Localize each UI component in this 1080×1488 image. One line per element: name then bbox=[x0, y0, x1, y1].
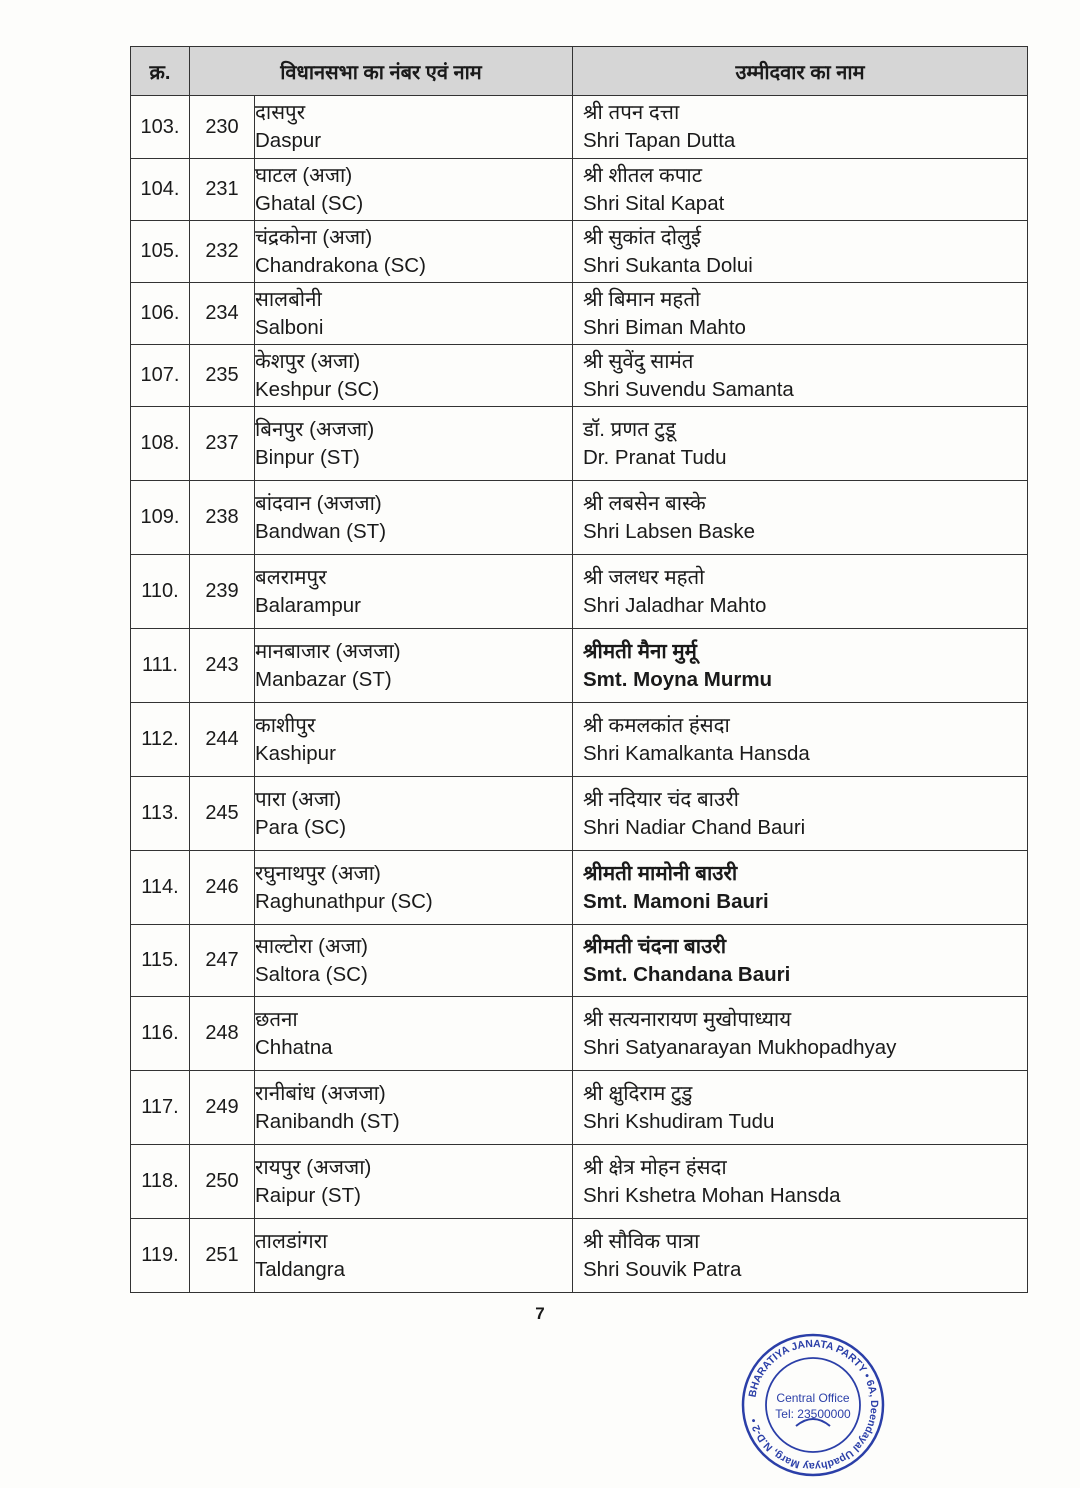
candidate-name-english: Shri Nadiar Chand Bauri bbox=[583, 815, 806, 839]
constituency-name-english: Saltora (SC) bbox=[255, 962, 368, 986]
candidate-name-hindi: श्रीमती मामोनी बाउरी bbox=[583, 861, 738, 885]
table-row bbox=[131, 1219, 1028, 1293]
candidate-name-hindi: श्री नदियार चंद बाउरी bbox=[583, 787, 739, 811]
header-constituency: विधानसभा का नंबर एवं नाम bbox=[190, 47, 573, 96]
table-row bbox=[131, 555, 1028, 629]
candidate-name-english: Shri Souvik Patra bbox=[583, 1257, 742, 1281]
serial-number: 104. bbox=[131, 159, 190, 221]
candidate-cell bbox=[573, 221, 1028, 283]
constituency-name-english: Daspur bbox=[255, 129, 322, 152]
constituency-name-hindi: तालडांगरा bbox=[255, 1229, 328, 1253]
constituency-number: 250 bbox=[190, 1145, 255, 1219]
table-row bbox=[131, 221, 1028, 283]
constituency-cell bbox=[255, 997, 573, 1071]
candidate-cell bbox=[573, 629, 1028, 703]
candidate-name-hindi: डॉ. प्रणत टुडू bbox=[583, 417, 676, 441]
constituency-number: 248 bbox=[190, 997, 255, 1071]
constituency-number: 245 bbox=[190, 777, 255, 851]
candidate-name-hindi: श्री सत्यनारायण मुखोपाध्याय bbox=[583, 1007, 792, 1031]
serial-number: 113. bbox=[131, 777, 190, 851]
constituency-name-hindi: छतना bbox=[255, 1007, 298, 1031]
table-row bbox=[131, 997, 1028, 1071]
table-row bbox=[131, 1071, 1028, 1145]
candidate-name-english: Shri Sital Kapat bbox=[583, 191, 725, 215]
constituency-name-english: Chandrakona (SC) bbox=[255, 253, 426, 277]
candidate-cell bbox=[573, 481, 1028, 555]
constituency-name-english: Binpur (ST) bbox=[255, 445, 360, 469]
candidate-cell bbox=[573, 1071, 1028, 1145]
constituency-number: 234 bbox=[190, 283, 255, 345]
serial-number: 110. bbox=[131, 555, 190, 629]
constituency-name-english: Salboni bbox=[255, 315, 324, 339]
candidate-name-hindi: श्री बिमान महतो bbox=[583, 287, 701, 311]
constituency-cell bbox=[255, 555, 573, 629]
candidate-name-english: Shri Biman Mahto bbox=[583, 315, 746, 339]
page-number: 7 bbox=[535, 1304, 545, 1323]
constituency-name-english: Raghunathpur (SC) bbox=[255, 889, 433, 913]
candidate-name-hindi: श्री सुकांत दोलुई bbox=[583, 225, 701, 249]
serial-number: 119. bbox=[131, 1219, 190, 1293]
candidate-cell bbox=[573, 283, 1028, 345]
constituency-number: 231 bbox=[190, 159, 255, 221]
constituency-cell bbox=[255, 1219, 573, 1293]
constituency-name-english: Ranibandh (ST) bbox=[255, 1109, 400, 1133]
constituency-number: 243 bbox=[190, 629, 255, 703]
constituency-number: 239 bbox=[190, 555, 255, 629]
constituency-name-hindi: घाटल (अजा) bbox=[255, 163, 353, 187]
serial-number: 107. bbox=[131, 345, 190, 407]
constituency-number: 251 bbox=[190, 1219, 255, 1293]
constituency-number: 237 bbox=[190, 407, 255, 481]
constituency-number: 247 bbox=[190, 925, 255, 997]
constituency-cell bbox=[255, 159, 573, 221]
candidate-name-english: Shri Labsen Baske bbox=[583, 519, 756, 543]
serial-number: 116. bbox=[131, 997, 190, 1071]
constituency-name-english: Raipur (ST) bbox=[255, 1183, 361, 1207]
candidate-name-english: Shri Suvendu Samanta bbox=[583, 377, 794, 401]
table-row bbox=[131, 96, 1028, 159]
constituency-name-english: Taldangra bbox=[255, 1257, 346, 1281]
candidate-cell bbox=[573, 407, 1028, 481]
serial-number: 109. bbox=[131, 481, 190, 555]
constituency-name-hindi: साल्टोरा (अजा) bbox=[255, 934, 368, 958]
candidate-name-hindi: श्री जलधर महतो bbox=[583, 565, 705, 589]
constituency-name-english: Ghatal (SC) bbox=[255, 191, 364, 215]
candidate-cell bbox=[573, 96, 1028, 159]
constituency-number: 246 bbox=[190, 851, 255, 925]
candidate-cell bbox=[573, 1145, 1028, 1219]
constituency-name-hindi: बांदवान (अजजा) bbox=[255, 491, 382, 515]
table-row bbox=[131, 777, 1028, 851]
table-body bbox=[131, 96, 1028, 1293]
table-row bbox=[131, 1145, 1028, 1219]
constituency-name-hindi: मानबाजार (अजजा) bbox=[255, 639, 401, 663]
seal-ring-text: BHARATIYA JANATA PARTY • 6A, Deendayal Upadhyay Marg, N.D-2 • bbox=[746, 1337, 881, 1473]
constituency-number: 235 bbox=[190, 345, 255, 407]
seal-phone-text: Tel: 23500000 bbox=[775, 1407, 851, 1421]
candidate-list-table bbox=[130, 46, 1028, 1293]
serial-number: 117. bbox=[131, 1071, 190, 1145]
candidate-name-hindi: श्री लबसेन बास्के bbox=[583, 491, 706, 515]
constituency-name-english: Kashipur bbox=[255, 741, 336, 765]
constituency-name-hindi: चंद्रकोना (अजा) bbox=[255, 225, 373, 249]
constituency-name-hindi: बलरामपुर bbox=[255, 565, 327, 589]
constituency-cell bbox=[255, 481, 573, 555]
serial-number: 111. bbox=[131, 629, 190, 703]
header-serial: क्र. bbox=[131, 47, 190, 96]
constituency-number: 232 bbox=[190, 221, 255, 283]
constituency-cell bbox=[255, 925, 573, 997]
constituency-name-english: Keshpur (SC) bbox=[255, 377, 380, 401]
constituency-cell bbox=[255, 629, 573, 703]
constituency-cell bbox=[255, 1145, 573, 1219]
table-header-row bbox=[131, 47, 1028, 96]
candidate-cell bbox=[573, 345, 1028, 407]
seal-office-text: Central Office bbox=[776, 1391, 850, 1405]
table-row bbox=[131, 481, 1028, 555]
constituency-cell bbox=[255, 851, 573, 925]
serial-number: 115. bbox=[131, 925, 190, 997]
constituency-cell bbox=[255, 1071, 573, 1145]
table-row bbox=[131, 159, 1028, 221]
candidate-name-english: Smt. Chandana Bauri bbox=[583, 962, 791, 986]
constituency-name-hindi: दासपुर bbox=[255, 101, 306, 124]
candidate-name-english: Shri Kshetra Mohan Hansda bbox=[583, 1183, 841, 1207]
table-row bbox=[131, 629, 1028, 703]
constituency-name-english: Manbazar (ST) bbox=[255, 667, 392, 691]
constituency-number: 249 bbox=[190, 1071, 255, 1145]
table-row bbox=[131, 345, 1028, 407]
serial-number: 103. bbox=[131, 96, 190, 159]
candidate-name-english: Shri Kshudiram Tudu bbox=[583, 1109, 775, 1133]
constituency-number: 244 bbox=[190, 703, 255, 777]
candidate-name-english: Smt. Mamoni Bauri bbox=[583, 889, 769, 913]
candidate-cell bbox=[573, 851, 1028, 925]
serial-number: 106. bbox=[131, 283, 190, 345]
candidate-name-english: Shri Kamalkanta Hansda bbox=[583, 741, 810, 765]
constituency-cell bbox=[255, 96, 573, 159]
candidate-name-english: Smt. Moyna Murmu bbox=[583, 667, 773, 691]
candidate-cell bbox=[573, 159, 1028, 221]
party-seal-stamp bbox=[738, 1330, 888, 1480]
candidate-cell bbox=[573, 777, 1028, 851]
constituency-name-hindi: सालबोनी bbox=[255, 287, 322, 311]
candidate-cell bbox=[573, 703, 1028, 777]
candidate-name-english: Shri Satyanarayan Mukhopadhyay bbox=[583, 1035, 897, 1059]
constituency-cell bbox=[255, 407, 573, 481]
candidate-cell bbox=[573, 1219, 1028, 1293]
candidate-name-hindi: श्री सुवेंदु सामंत bbox=[583, 349, 694, 373]
constituency-name-english: Para (SC) bbox=[255, 815, 347, 839]
candidate-name-english: Dr. Pranat Tudu bbox=[583, 445, 727, 469]
table-row bbox=[131, 925, 1028, 997]
candidate-name-hindi: श्री क्षेत्र मोहन हंसदा bbox=[583, 1155, 727, 1179]
serial-number: 108. bbox=[131, 407, 190, 481]
constituency-cell bbox=[255, 703, 573, 777]
constituency-name-hindi: केशपुर (अजा) bbox=[255, 349, 361, 373]
candidate-cell bbox=[573, 555, 1028, 629]
candidate-name-hindi: श्री क्षुदिराम टुडु bbox=[583, 1081, 693, 1105]
serial-number: 112. bbox=[131, 703, 190, 777]
candidate-name-english: Shri Jaladhar Mahto bbox=[583, 593, 767, 617]
candidate-name-hindi: श्री शीतल कपाट bbox=[583, 163, 703, 187]
constituency-name-english: Chhatna bbox=[255, 1035, 333, 1059]
header-candidate: उम्मीदवार का नाम bbox=[573, 47, 1028, 96]
constituency-name-hindi: पारा (अजा) bbox=[255, 787, 342, 811]
constituency-cell bbox=[255, 777, 573, 851]
candidate-name-english: Shri Tapan Dutta bbox=[583, 129, 736, 152]
candidate-name-hindi: श्रीमती चंदना बाउरी bbox=[583, 934, 727, 958]
table-row bbox=[131, 851, 1028, 925]
table-row bbox=[131, 703, 1028, 777]
constituency-name-english: Bandwan (ST) bbox=[255, 519, 387, 543]
serial-number: 118. bbox=[131, 1145, 190, 1219]
serial-number: 114. bbox=[131, 851, 190, 925]
candidate-name-hindi: श्री सौविक पात्रा bbox=[583, 1229, 700, 1253]
constituency-name-hindi: काशीपुर bbox=[255, 713, 316, 737]
constituency-number: 238 bbox=[190, 481, 255, 555]
constituency-name-hindi: बिनपुर (अजजा) bbox=[255, 417, 375, 441]
table-row bbox=[131, 407, 1028, 481]
candidate-name-hindi: श्री कमलकांत हंसदा bbox=[583, 713, 730, 737]
table-row bbox=[131, 283, 1028, 345]
constituency-cell bbox=[255, 345, 573, 407]
candidate-name-hindi: श्री तपन दत्ता bbox=[583, 101, 680, 124]
constituency-name-hindi: रानीबांध (अजजा) bbox=[255, 1081, 386, 1105]
candidate-cell bbox=[573, 997, 1028, 1071]
candidate-name-hindi: श्रीमती मैना मुर्मू bbox=[583, 639, 697, 663]
constituency-name-english: Balarampur bbox=[255, 593, 361, 617]
serial-number: 105. bbox=[131, 221, 190, 283]
constituency-cell bbox=[255, 283, 573, 345]
candidate-name-english: Shri Sukanta Dolui bbox=[583, 253, 753, 277]
constituency-name-hindi: रघुनाथपुर (अजा) bbox=[255, 861, 381, 885]
constituency-cell bbox=[255, 221, 573, 283]
constituency-name-hindi: रायपुर (अजजा) bbox=[255, 1155, 372, 1179]
constituency-number: 230 bbox=[190, 96, 255, 159]
candidate-cell bbox=[573, 925, 1028, 997]
